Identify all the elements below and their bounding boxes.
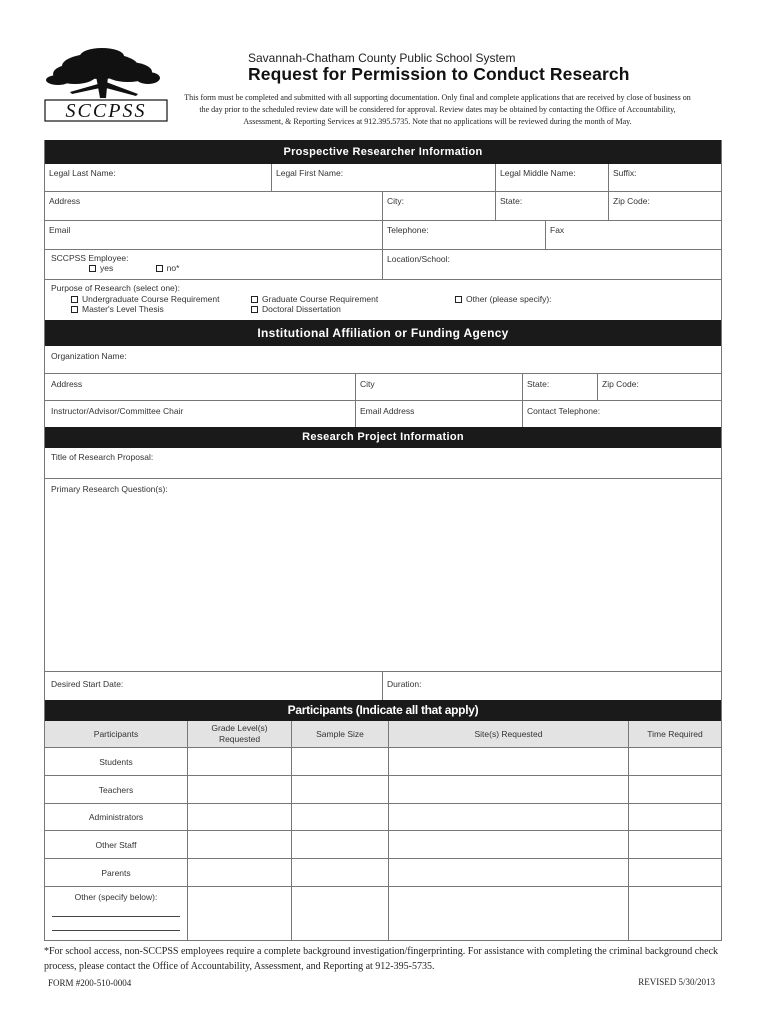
first-name-field[interactable]: Legal First Name: <box>272 164 496 191</box>
section-participants-heading: Participants (Indicate all that apply) <box>45 700 721 721</box>
checkbox-icon[interactable] <box>251 306 258 313</box>
sites-cell[interactable] <box>389 887 629 940</box>
section-affiliation-heading: Institutional Affiliation or Funding Agency <box>45 320 721 346</box>
intro-text: This form must be completed and submitted with all supporting documentation. Only final and complete applications that are received by close of business on the day prior to the scheduled review date will be considered for approval. Review dates may be obtained by contacting the Office of Accountability, Assessment, & Reporting Services at 912.395.5735. Note that no applications will be reviewed during the month of May. <box>184 93 691 126</box>
organization-row <box>45 346 721 374</box>
time-required-cell[interactable] <box>629 831 721 858</box>
affiliation-email-field[interactable]: Email Address <box>356 401 523 427</box>
participant-label: Other Staff <box>45 831 188 858</box>
address-field[interactable]: Address <box>45 192 383 220</box>
sample-size-cell[interactable] <box>292 748 389 775</box>
email-field[interactable]: Email <box>45 221 383 249</box>
participant-label: Administrators <box>45 804 188 830</box>
state-field[interactable]: State: <box>496 192 609 220</box>
sample-size-cell[interactable] <box>292 831 389 858</box>
table-row <box>45 859 721 887</box>
affiliation-address-field[interactable]: Address <box>45 374 356 400</box>
section-researcher-heading: Prospective Researcher Information <box>45 140 721 164</box>
research-form <box>44 140 722 941</box>
purpose-option-undergraduate[interactable]: Undergraduate Course Requirement <box>71 294 220 304</box>
participant-label-other: Other (specify below): <box>45 887 188 940</box>
grade-level-cell[interactable] <box>188 831 292 858</box>
sample-size-cell[interactable] <box>292 859 389 886</box>
other-specify-line-2[interactable] <box>52 917 180 931</box>
checkbox-icon[interactable] <box>251 296 258 303</box>
participants-header-row <box>45 721 721 748</box>
participants-table <box>45 721 721 941</box>
advisor-row <box>45 401 721 427</box>
time-required-cell[interactable] <box>629 776 721 803</box>
time-required-cell[interactable] <box>629 859 721 886</box>
sites-cell[interactable] <box>389 776 629 803</box>
organization-name: Savannah-Chatham County Public School System <box>248 51 516 65</box>
research-questions-row <box>45 479 721 672</box>
table-row <box>45 831 721 859</box>
participant-label: Teachers <box>45 776 188 803</box>
employee-row <box>45 250 721 280</box>
form-title: Request for Permission to Conduct Research <box>248 64 630 84</box>
sample-size-cell[interactable] <box>292 776 389 803</box>
grade-level-cell[interactable] <box>188 887 292 940</box>
location-field[interactable]: Location/School: <box>387 254 450 264</box>
table-row <box>45 748 721 776</box>
column-header: Site(s) Requested <box>389 721 629 747</box>
contact-row <box>45 221 721 250</box>
sccpss-tree-logo <box>40 44 170 124</box>
checkbox-icon[interactable] <box>455 296 462 303</box>
sites-cell[interactable] <box>389 831 629 858</box>
sample-size-cell[interactable] <box>292 804 389 830</box>
participant-label: Students <box>45 748 188 775</box>
affiliation-zip-field[interactable]: Zip Code: <box>602 379 639 389</box>
sites-cell[interactable] <box>389 859 629 886</box>
other-specify-line-1[interactable] <box>52 902 180 917</box>
proposal-title-row <box>45 448 721 479</box>
employee-yes-option[interactable]: yes <box>89 263 113 273</box>
research-questions-field[interactable]: Primary Research Question(s): <box>51 484 168 494</box>
address-row <box>45 192 721 221</box>
suffix-field[interactable]: Suffix: <box>613 168 637 178</box>
table-row <box>45 804 721 831</box>
middle-name-field[interactable]: Legal Middle Name: <box>496 164 609 191</box>
start-date-field[interactable]: Desired Start Date: <box>45 672 383 700</box>
form-header <box>0 0 770 140</box>
purpose-field: Purpose of Research (select one): Undergraduate Course Requirement Master's Level Thesis Graduate Course Requirement Doctoral Dissertation Other (please specify): <box>51 283 552 314</box>
affiliation-state-field[interactable]: State: <box>523 374 598 400</box>
purpose-option-masters[interactable]: Master's Level Thesis <box>71 304 164 314</box>
time-required-cell[interactable] <box>629 748 721 775</box>
telephone-field[interactable]: Telephone: <box>383 221 546 249</box>
checkbox-icon[interactable] <box>71 306 78 313</box>
grade-level-cell[interactable] <box>188 776 292 803</box>
sites-cell[interactable] <box>389 748 629 775</box>
column-header: Sample Size <box>292 721 389 747</box>
duration-field[interactable]: Duration: <box>387 679 422 689</box>
purpose-row <box>45 280 721 320</box>
time-required-cell[interactable] <box>629 887 721 940</box>
checkbox-icon[interactable] <box>71 296 78 303</box>
grade-level-cell[interactable] <box>188 804 292 830</box>
section-project-heading: Research Project Information <box>45 427 721 448</box>
checkbox-icon[interactable] <box>156 265 163 272</box>
name-row <box>45 164 721 192</box>
time-required-cell[interactable] <box>629 804 721 830</box>
zip-field[interactable]: Zip Code: <box>613 196 650 206</box>
column-header: Grade Level(s) Requested <box>188 721 292 747</box>
schedule-row <box>45 672 721 700</box>
revision-date: REVISED 5/30/2013 <box>638 977 715 987</box>
advisor-field[interactable]: Instructor/Advisor/Committee Chair <box>45 401 356 427</box>
svg-text:SCCPSS: SCCPSS <box>65 100 147 122</box>
background-check-footnote: *For school access, non-SCCPSS employees require a complete background investigation/fingerprinting. For assistance with completing the criminal background check process, please contact the Office of Accountability, Assessment, and Reporting at 912-395-5735. <box>44 946 719 972</box>
organization-field[interactable]: Organization Name: <box>51 351 127 361</box>
form-number: FORM #200-510-0004 <box>48 978 132 988</box>
purpose-option-other[interactable]: Other (please specify): <box>455 294 552 304</box>
column-header: Participants <box>45 721 188 747</box>
last-name-field[interactable]: Legal Last Name: <box>45 164 272 191</box>
affiliation-address-row <box>45 374 721 401</box>
grade-level-cell[interactable] <box>188 748 292 775</box>
participant-label: Parents <box>45 859 188 886</box>
table-row <box>45 776 721 804</box>
contact-telephone-field[interactable]: Contact Telephone: <box>527 406 601 416</box>
sample-size-cell[interactable] <box>292 887 389 940</box>
city-field[interactable]: City: <box>383 192 496 220</box>
affiliation-city-field[interactable]: City <box>356 374 523 400</box>
purpose-option-doctoral[interactable]: Doctoral Dissertation <box>251 304 341 314</box>
employee-no-option[interactable]: no* <box>156 263 180 273</box>
fax-field[interactable]: Fax <box>550 225 565 235</box>
grade-level-cell[interactable] <box>188 859 292 886</box>
proposal-title-field[interactable]: Title of Research Proposal: <box>51 452 154 462</box>
checkbox-icon[interactable] <box>89 265 96 272</box>
employee-field: SCCPSS Employee: yes no* <box>45 250 383 279</box>
table-row <box>45 887 721 941</box>
purpose-option-graduate[interactable]: Graduate Course Requirement <box>251 294 378 304</box>
sites-cell[interactable] <box>389 804 629 830</box>
column-header: Time Required <box>647 729 703 739</box>
